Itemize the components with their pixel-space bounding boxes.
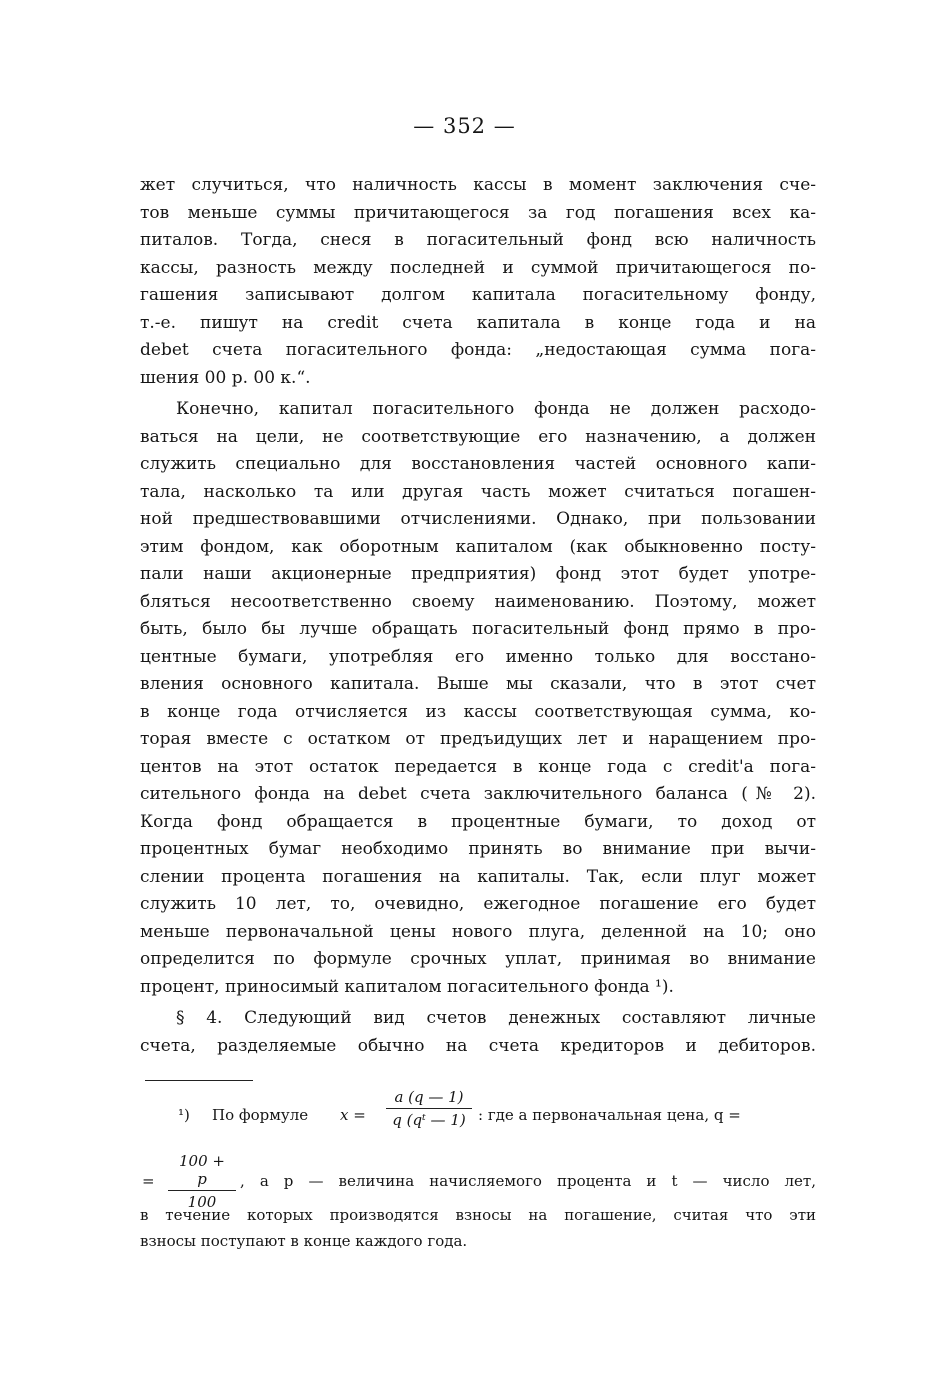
text-line: торая вместе с остатком от предъидущих лет и наращением про- [140, 729, 816, 749]
paragraph [140, 396, 816, 1001]
text-line: сительного фонда на debet счета заключительного баланса (№ 2). [140, 784, 816, 804]
fraction-numerator: 100 + p [168, 1152, 236, 1191]
text-line: счета, разделяемые обычно на счета кредиторов и дебиторов. [140, 1035, 816, 1056]
paragraph [140, 172, 816, 392]
footnote-intro: По формуле [212, 1106, 309, 1124]
text-line: в конце года отчисляется из кассы соответствующая сумма, ко- [140, 701, 816, 722]
text-line: служить 10 лет, то, очевидно, ежегодное погашение его будет [140, 894, 816, 914]
paragraph [140, 1005, 816, 1060]
text-line: быть, было бы лучше обращать погасительный фонд прямо в про- [140, 619, 816, 639]
text-line: § 4. Следующий вид счетов денежных составляют личные [176, 1008, 816, 1028]
footnote-separator [145, 1080, 253, 1081]
text-line: т.-е. пишут на credit счета капитала в конце года и на [140, 312, 816, 333]
footnote-definition: , а p — величина начисляемого процента и t — число лет, [240, 1172, 816, 1190]
footnote [140, 1090, 816, 1254]
text-line: процент, приносимый капиталом погасительного фонда ¹). [140, 976, 674, 997]
formula-fraction [168, 1152, 236, 1211]
footnote-formula-line [140, 1150, 816, 1211]
text-line: шения 00 р. 00 к.“. [140, 367, 311, 388]
text-line: тов меньше суммы причитающегося за год погашения всех ка- [140, 202, 816, 223]
text-line: служить специально для восстановления частей основного капи- [140, 454, 816, 474]
text-line: питалов. Тогда, снеся в погасительный фонд всю наличность [140, 230, 816, 250]
text-line: процентных бумаг необходимо принять во внимание при вычи- [140, 839, 816, 859]
fraction-numerator: a (q — 1) [386, 1088, 472, 1109]
footnote-formula-line [140, 1090, 816, 1150]
formula-fraction [386, 1088, 472, 1129]
text-line: жет случиться, что наличность кассы в момент заключения сче- [140, 175, 816, 195]
text-line: ваться на цели, не соответствующие его назначению, а должен [140, 426, 816, 447]
text-line: определится по формуле срочных уплат, принимая во внимание [140, 949, 816, 969]
text-line: вления основного капитала. Выше мы сказали, что в этот счет [140, 674, 816, 694]
text-line: Когда фонд обращается в процентные бумаги, то доход от [140, 811, 816, 832]
page-number: — 352 — [413, 114, 516, 138]
text-line: тала, насколько та или другая часть может считаться погашен- [140, 481, 816, 502]
fraction-denominator: 100 [187, 1193, 217, 1211]
footnote-definition: : где a первоначальная цена, q = [478, 1106, 741, 1124]
text-line: этим фондом, как оборотным капиталом (как обыкновенно посту- [140, 536, 816, 557]
formula-equals: = [142, 1172, 155, 1190]
text-line: меньше первоначальной цены нового плуга, деленной на 10; оно [140, 921, 816, 942]
formula-lhs: x = [340, 1106, 366, 1124]
text-line: бляться несоответственно своему наименованию. Поэтому, может [140, 591, 816, 612]
text-line: пали наши акционерные предприятия) фонд этот будет употре- [140, 564, 816, 584]
text-line: центные бумаги, употребляя его именно только для восстано- [140, 646, 816, 667]
text-line: кассы, разность между последней и суммой причитающегося по- [140, 257, 816, 278]
fraction-denominator: q (qᵗ — 1) [392, 1111, 466, 1129]
footnote-line: взносы поступают в конце каждого года. [140, 1232, 468, 1250]
text-line: ной предшествовавшими отчислениями. Однако, при пользовании [140, 509, 816, 529]
footnote-marker: ¹) [178, 1106, 190, 1124]
text-line: гашения записывают долгом капитала погасительному фонду, [140, 285, 816, 305]
text-line: debet счета погасительного фонда: „недостающая сумма пога- [140, 340, 816, 360]
text-line: Конечно, капитал погасительного фонда не должен расходо- [176, 399, 816, 419]
text-line: слении процента погашения на капиталы. Так, если плуг может [140, 866, 816, 887]
footnote-line: в течение которых производятся взносы на погашение, считая что эти [140, 1206, 816, 1224]
text-line: центов на этот остаток передается в конце года с credit'а пога- [140, 756, 816, 777]
main-text [140, 172, 816, 1060]
